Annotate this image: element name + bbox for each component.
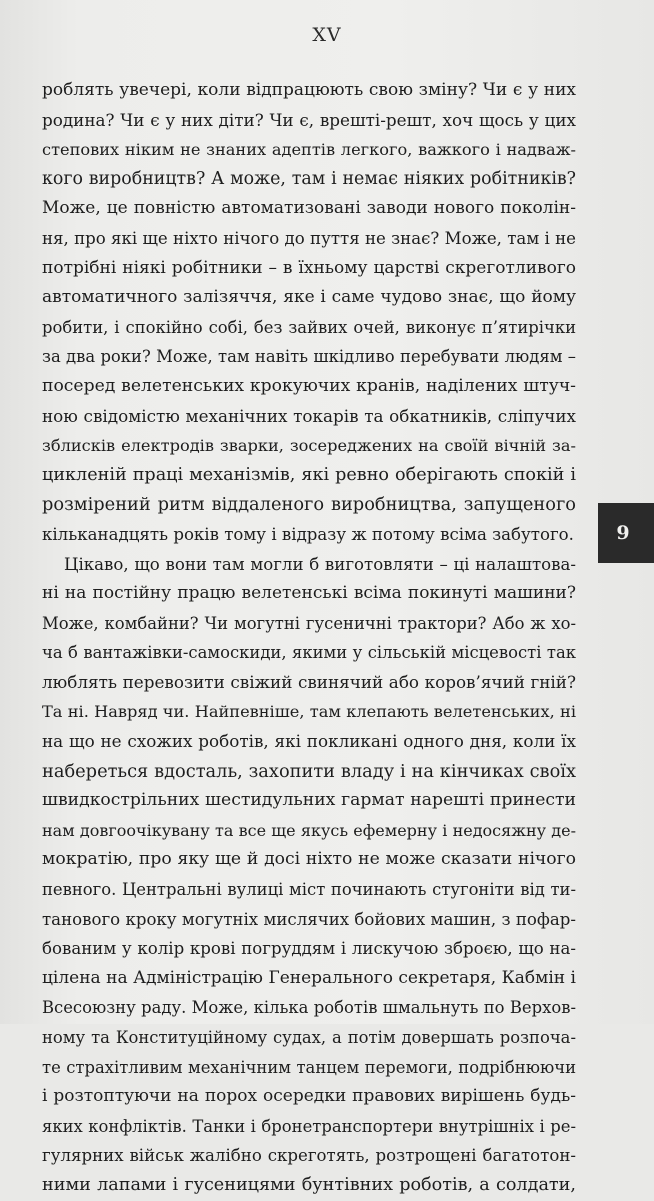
text-line: Може, це повністю автоматизовані заводи нового поколін- — [42, 198, 576, 219]
body-text — [42, 76, 576, 1201]
text-line: люблять перевозити свіжий свинячий або коров’ячий гній? — [42, 671, 576, 692]
text-line: мократію, про яку ще й досі ніхто не може сказати нічого — [42, 849, 576, 870]
text-line-paragraph-end: кільканадцять років тому і відразу ж потому всіма забутого. — [42, 524, 574, 544]
text-line: ня, про які ще ніхто нічого до пуття не знає? Може, там і не — [42, 228, 576, 248]
text-line: ному та Конституційному судах, а потім довершать розпоча- — [42, 1028, 576, 1047]
chapter-tab — [598, 503, 654, 563]
text-line: автоматичного залізяччя, яке і саме чудово знає, що йому — [42, 287, 576, 308]
text-line: розмірений ритм віддаленого виробництва, запущеного — [42, 494, 576, 516]
text-line: Та ні. Навряд чи. Найпевніше, там клепають велетенських, ні — [42, 702, 576, 722]
text-line: Всесоюзну раду. Може, кілька роботів шмальнуть по Верхов- — [42, 998, 576, 1018]
text-line: те страхітливим механічним танцем перемоги, подрібнюючи — [42, 1057, 576, 1077]
text-line: набереться вдосталь, захопити владу і на кінчиках своїх — [42, 760, 576, 782]
text-line: ні на постійну працю велетенські всіма покинуті машини? — [42, 583, 576, 604]
chapter-tab-number: 9 — [616, 522, 630, 544]
text-line: родина? Чи є у них діти? Чи є, врешті-решт, хоч щось у цих — [42, 109, 576, 130]
text-line: потрібні ніякі робітники – в їхньому царстві скреготливого — [42, 257, 576, 278]
text-line: і розтоптуючи на порох осередки правових вирішень будь- — [42, 1086, 576, 1107]
text-line: цілена на Адміністрацію Генерального секретаря, Кабмін і — [42, 967, 576, 988]
text-line-paragraph-start: Цікаво, що вони там могли б виготовляти – ці налаштова- — [64, 554, 576, 574]
page-number-header: XV — [312, 24, 342, 46]
text-line: степових ніким не знаних адептів легкого, важкого і надваж- — [42, 140, 576, 160]
text-line: ною свідомістю механічних токарів та обкатників, сліпучих — [42, 405, 576, 426]
text-line: на що не схожих роботів, які покликані одного дня, коли їх — [42, 731, 576, 752]
text-line: гулярних військ жалібно скреготять, розтрощені багатотон- — [42, 1146, 576, 1166]
text-line: нам довгоочікувану та все ще якусь ефемерну і недосяжну де- — [42, 820, 576, 840]
text-line: за два роки? Може, там навіть шкідливо перебувати людям – — [42, 347, 576, 367]
text-line: ча б вантажівки-самоскиди, якими у сільській місцевості так — [42, 643, 576, 663]
text-line: швидкострільних шестидульних гармат нарешті принести — [42, 790, 576, 811]
text-line: кого виробництв? А може, там і немає ніяких робітників? — [42, 168, 576, 189]
text-line: зблисків електродів зварки, зосереджених на своїй вічній за- — [42, 436, 576, 456]
text-line: робити, і спокійно собі, без зайвих очей, виконує п’ятирічки — [42, 317, 576, 337]
text-line: певного. Центральні вулиці міст починають стугоніти від ти- — [42, 880, 576, 900]
text-line: танового кроку могутніх мислячих бойових машин, з пофар- — [42, 909, 576, 929]
text-line: яких конфліктів. Танки і бронетранспортери внутрішніх і ре- — [42, 1116, 576, 1136]
text-line: роблять увечері, коли відпрацюють свою зміну? Чи є у них — [42, 80, 576, 100]
text-line: посеред велетенських крокуючих кранів, наділених штуч- — [42, 375, 576, 396]
text-line: Може, комбайни? Чи могутні гусеничні трактори? Або ж хо- — [42, 613, 576, 633]
text-line: цикленій праці механізмів, які ревно оберігають спокій і — [42, 464, 576, 485]
text-line: бованим у колір крові погруддям і лискучою зброєю, що на- — [42, 939, 576, 959]
text-line: ними лапами і гусеницями бунтівних роботів, а солдати, — [42, 1174, 576, 1195]
